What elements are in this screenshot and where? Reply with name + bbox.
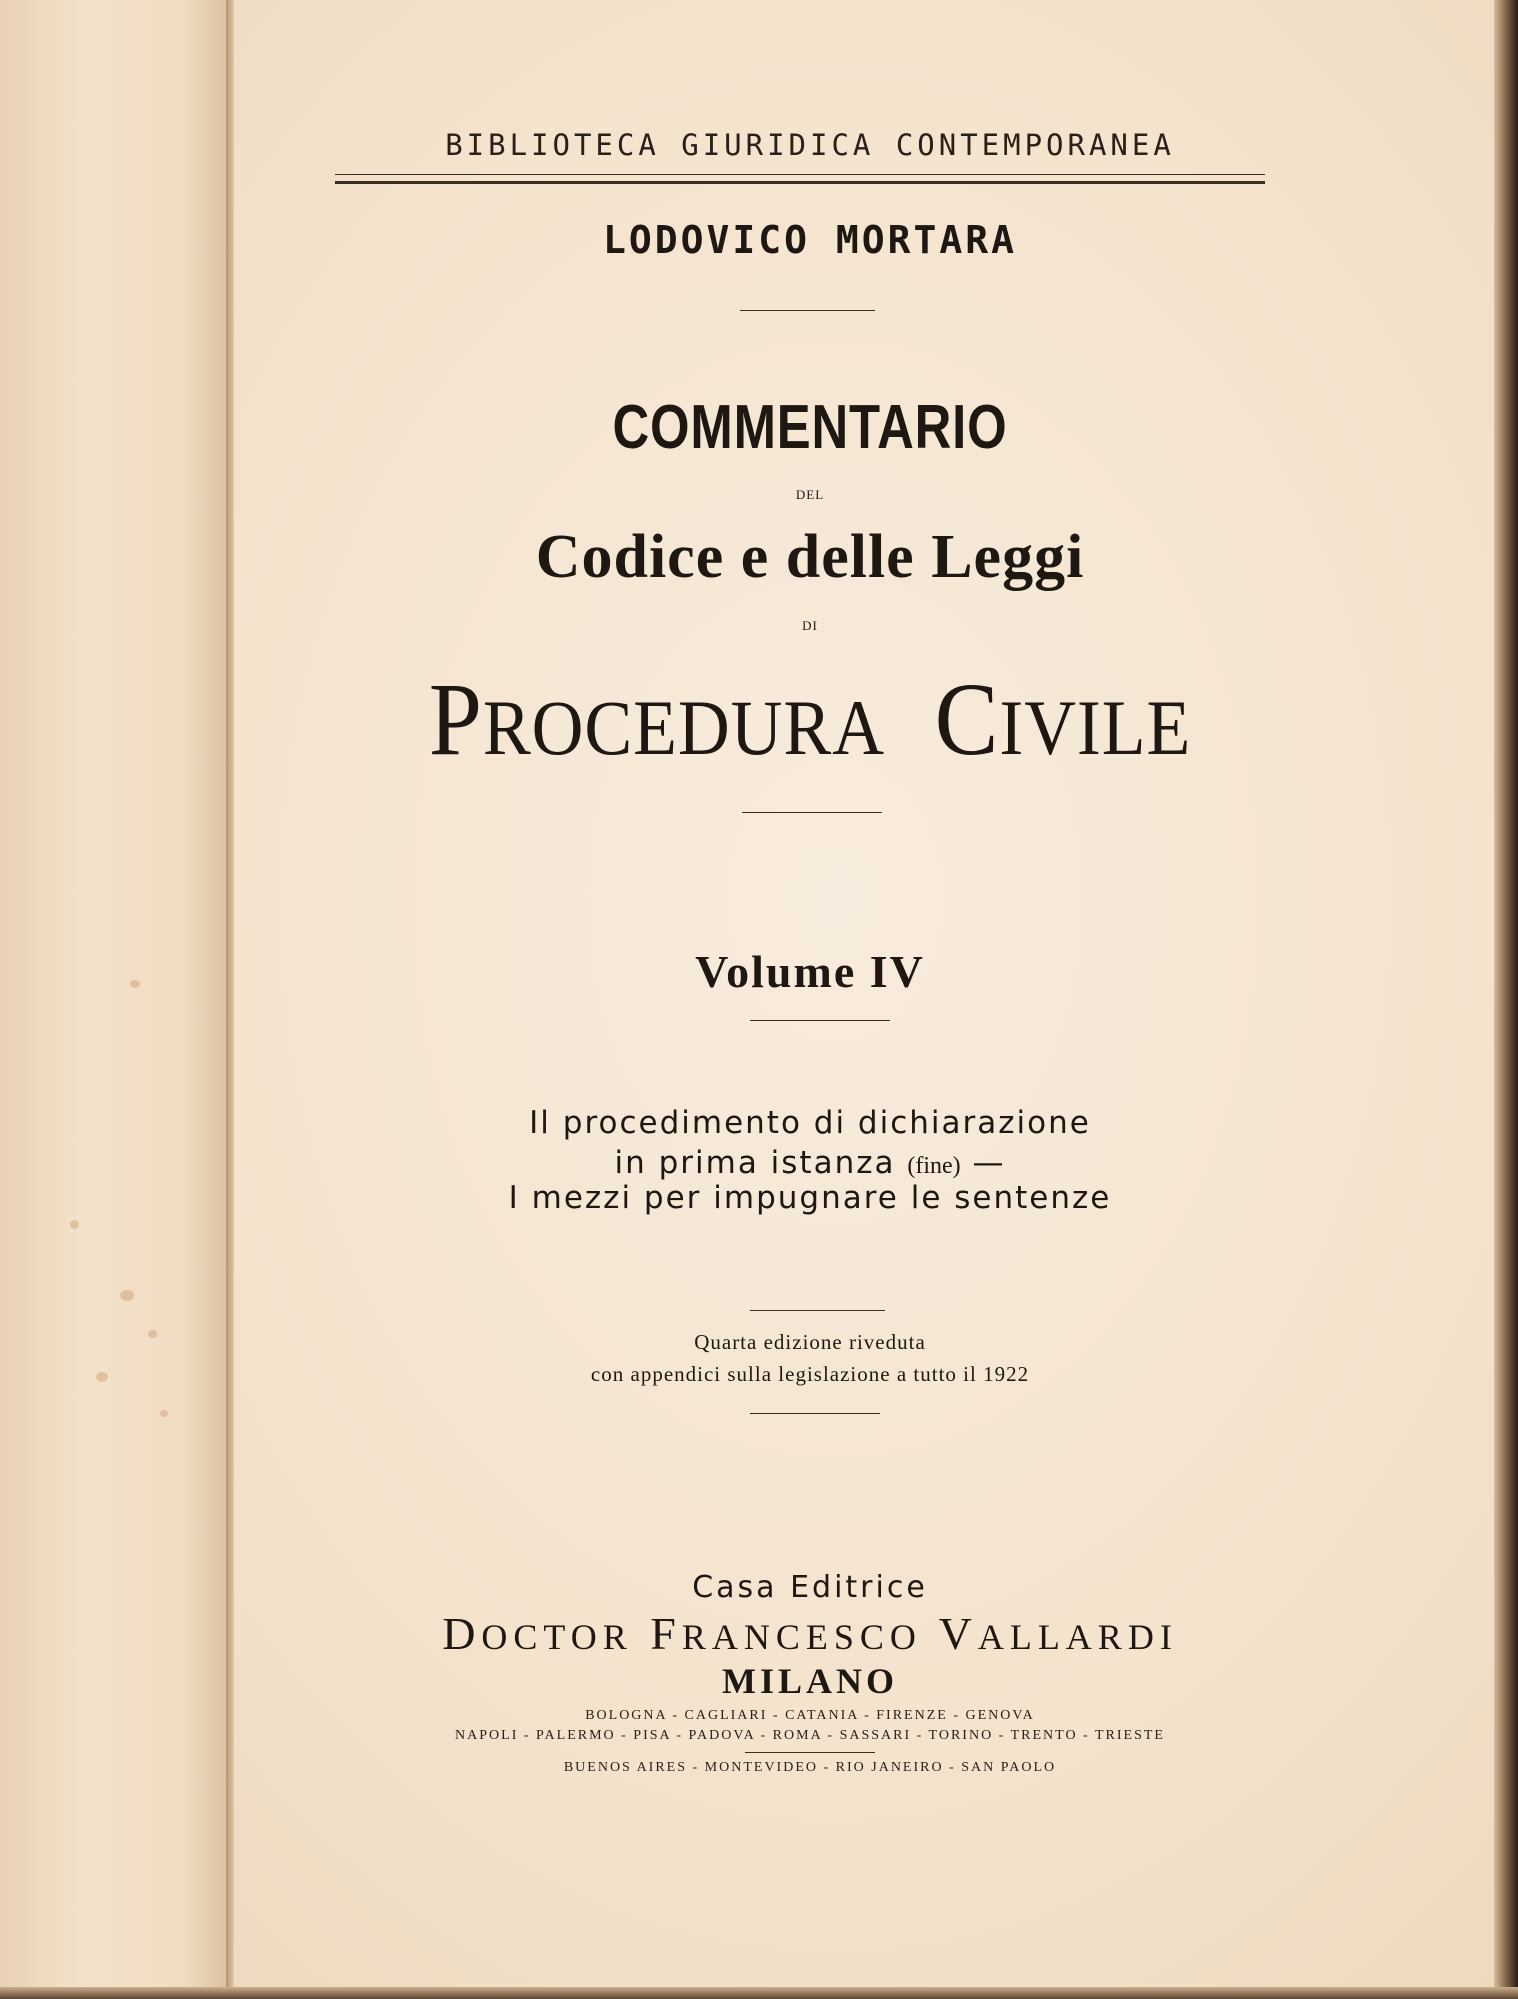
page-right-edge — [1494, 0, 1518, 1999]
branch-cities-line-3: BUENOS AIRES - MONTEVIDEO - RIO JANEIRO - SAN PAOLO — [563, 1760, 1057, 1775]
author-name: LODOVICO MORTARA — [602, 218, 1018, 262]
divider-rule — [750, 1310, 885, 1311]
publisher-smallcaps: OCTOR — [481, 1617, 633, 1657]
series-title: BIBLIOTECA GIURIDICA CONTEMPORANEA — [445, 128, 1175, 162]
foxing-spot — [160, 1410, 168, 1417]
subtitle-line-2-text: in prima istanza — [614, 1145, 896, 1181]
divider-rule — [742, 812, 882, 813]
publisher-initial: V — [938, 1608, 978, 1659]
foxing-spot — [148, 1330, 157, 1338]
page-bottom-edge — [0, 1987, 1518, 1999]
title-initial: C — [934, 662, 1000, 777]
publisher-smallcaps: ALLARDI — [977, 1617, 1178, 1657]
volume-number: Volume IV — [695, 946, 925, 997]
subtitle-line-2 — [290, 1145, 1330, 1181]
series-rule — [335, 174, 1265, 175]
book-gutter — [226, 0, 234, 1999]
divider-rule — [745, 1752, 875, 1753]
edition-line-1: Quarta edizione riveduta — [694, 1330, 926, 1354]
title-codice: Codice e delle Leggi — [535, 523, 1085, 591]
publisher-city: MILANO — [722, 1661, 898, 1701]
series-rule — [335, 181, 1265, 184]
foxing-spot — [70, 1220, 79, 1229]
divider-rule — [750, 1020, 890, 1021]
foxing-spot — [130, 980, 140, 988]
title-procedura-civile — [332, 660, 1289, 779]
publisher-name — [290, 1607, 1330, 1660]
publisher-label: Casa Editrice — [692, 1570, 928, 1605]
title-connector-di: DI — [802, 618, 818, 633]
foxing-spot — [120, 1290, 134, 1301]
title-smallcaps: ROCEDURA — [482, 684, 885, 771]
publisher-initial: D — [442, 1608, 482, 1659]
facing-page-edge — [0, 0, 228, 1999]
branch-cities-line-1: BOLOGNA - CAGLIARI - CATANIA - FIRENZE - GENOVA — [585, 1708, 1035, 1723]
publisher-smallcaps: RANCESCO — [681, 1617, 922, 1657]
subtitle-line-1: Il procedimento di dichiarazione — [529, 1105, 1091, 1141]
subtitle-line-3: I mezzi per impugnare le sentenze — [508, 1180, 1112, 1216]
title-connector-del: DEL — [795, 487, 825, 502]
publisher-initial: F — [650, 1608, 682, 1659]
edition-line-2: con appendici sulla legislazione a tutto il 1922 — [590, 1362, 1030, 1386]
subtitle-dash: — — [972, 1145, 1006, 1181]
branch-cities-line-2: NAPOLI - PALERMO - PISA - PADOVA - ROMA - SASSARI - TORINO - TRENTO - TRIESTE — [455, 1728, 1165, 1743]
divider-rule — [750, 1413, 880, 1414]
title-initial: P — [428, 662, 483, 777]
title-smallcaps: IVILE — [999, 684, 1192, 771]
title-commentario: COMMENTARIO — [612, 393, 1008, 462]
divider-rule — [740, 310, 875, 311]
subtitle-fine: (fine) — [907, 1153, 961, 1179]
foxing-spot — [96, 1372, 108, 1382]
